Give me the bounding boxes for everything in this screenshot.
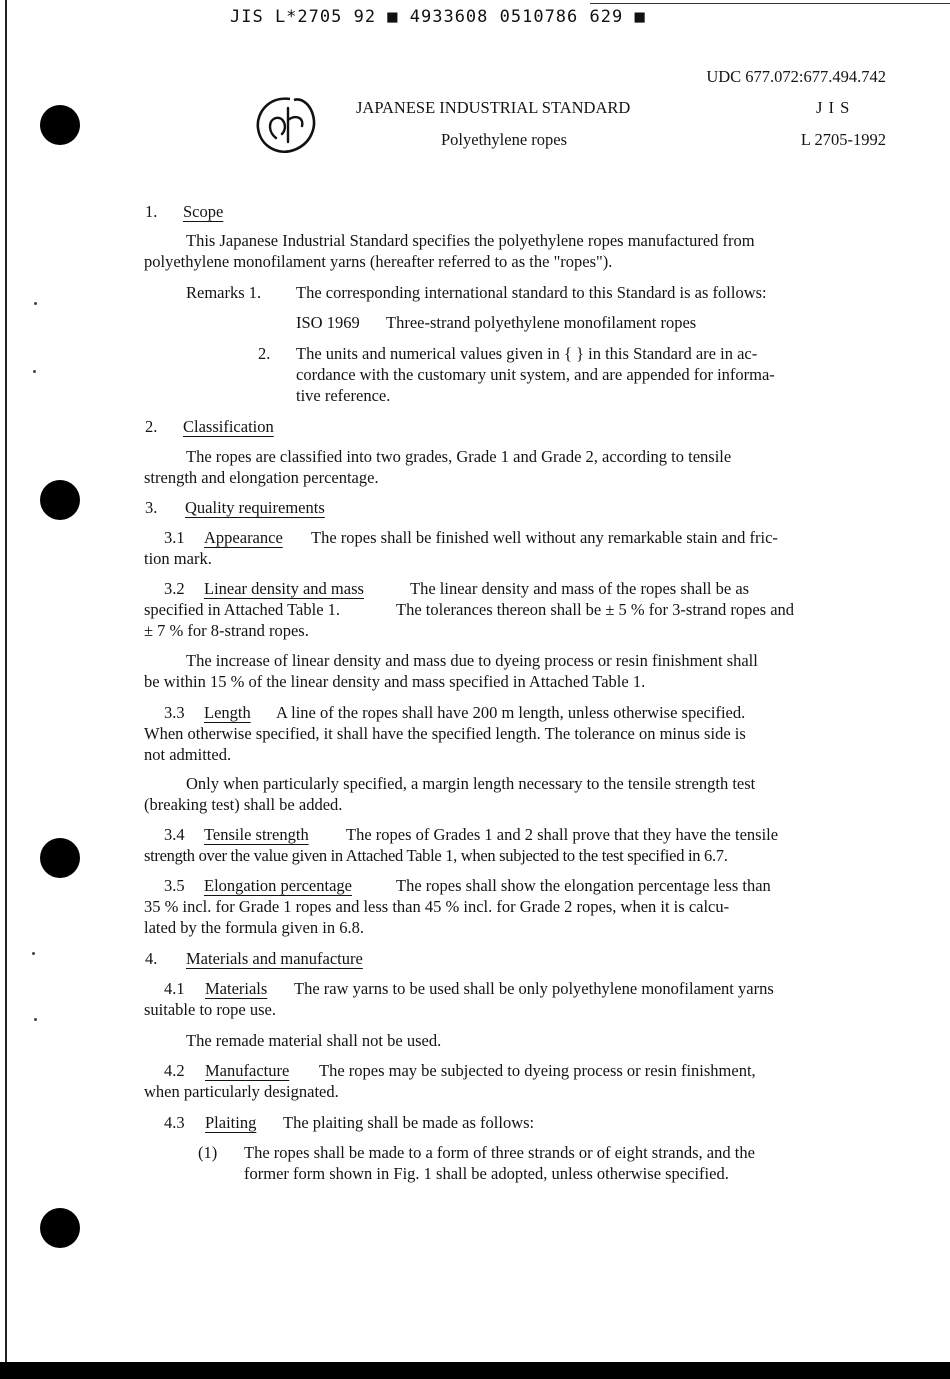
remark-text: cordance with the customary unit system, and are appended for informa- [296, 365, 775, 384]
body-text: The ropes shall show the elongation percentage less than [396, 876, 771, 895]
document-subtitle: Polyethylene ropes [441, 130, 568, 149]
remarks-label: Remarks 1. [186, 283, 262, 302]
body-text: not admitted. [144, 745, 232, 764]
clause-number: 3.4 [164, 825, 185, 844]
body-text: specified in Attached Table 1. [144, 600, 341, 619]
body-text: The increase of linear density and mass due to dyeing process or resin finishment shall [186, 651, 758, 670]
scan-speck [34, 1018, 37, 1021]
page-left-border [5, 0, 7, 1362]
punch-hole [40, 105, 80, 145]
body-text: be within 15 % of the linear density and mass specified in Attached Table 1. [144, 672, 646, 691]
clause-heading: Materials [205, 979, 268, 998]
body-text: when particularly designated. [144, 1082, 339, 1101]
section-heading-classification: Classification [183, 417, 274, 436]
body-text: The ropes shall be finished well without any remarkable stain and fric- [311, 528, 778, 547]
scan-speck [32, 952, 35, 955]
section-number: 1. [145, 202, 158, 221]
body-text: When otherwise specified, it shall have the specified length. The tolerance on minus side is [144, 724, 746, 743]
body-text: suitable to rope use. [144, 1000, 276, 1019]
body-text: The tolerances thereon shall be ± 5 % for 3-strand ropes and [396, 600, 795, 619]
body-text: The plaiting shall be made as follows: [283, 1113, 535, 1132]
clause-heading: Tensile strength [204, 825, 309, 844]
section-number: 4. [145, 949, 158, 968]
body-text: strength over the value given in Attached Table 1, when subjected to the test specified in 6.7. [144, 846, 728, 865]
punch-hole [40, 838, 80, 878]
body-text: The ropes are classified into two grades, Grade 1 and Grade 2, according to tensile [186, 447, 732, 466]
body-text: The remade material shall not be used. [186, 1031, 442, 1050]
clause-number: 3.3 [164, 703, 185, 722]
list-item-text: former form shown in Fig. 1 shall be adopted, unless otherwise specified. [244, 1164, 729, 1183]
section-heading-quality: Quality requirements [185, 498, 325, 517]
body-text: ± 7 % for 8-strand ropes. [144, 621, 309, 640]
punch-hole [40, 1208, 80, 1248]
section-heading-materials: Materials and manufacture [186, 949, 363, 968]
clause-heading: Length [204, 703, 251, 722]
body-text: This Japanese Industrial Standard specifies the polyethylene ropes manufactured from [186, 231, 755, 250]
page-bottom-border [0, 1362, 950, 1379]
jis-label: J I S [816, 98, 851, 117]
clause-heading: Manufacture [205, 1061, 290, 1080]
scan-speck [33, 370, 36, 373]
body-text: polyethylene monofilament yarns (hereafter referred to as the "ropes"). [144, 252, 613, 271]
jis-mark-icon [252, 90, 322, 160]
list-item-number: (1) [198, 1143, 218, 1162]
remark-text: The corresponding international standard to this Standard is as follows: [296, 283, 767, 302]
iso-number: ISO 1969 [296, 313, 360, 332]
clause-heading: Linear density and mass [204, 579, 364, 598]
remark-text: The units and numerical values given in { } in this Standard are in ac- [296, 344, 758, 363]
body-text: The linear density and mass of the ropes shall be as [410, 579, 750, 598]
clause-heading: Elongation percentage [204, 876, 352, 895]
page-top-rule [590, 3, 950, 4]
list-item-text: The ropes shall be made to a form of three strands or of eight strands, and the [244, 1143, 755, 1162]
clause-heading: Plaiting [205, 1113, 257, 1132]
body-text: The raw yarns to be used shall be only polyethylene monofilament yarns [294, 979, 774, 998]
body-text: The ropes may be subjected to dyeing process or resin finishment, [319, 1061, 756, 1080]
section-number: 2. [145, 417, 158, 436]
clause-heading: Appearance [204, 528, 283, 547]
remark-text: tive reference. [296, 386, 391, 405]
document-title: JAPANESE INDUSTRIAL STANDARD [356, 98, 631, 117]
clause-number: 3.5 [164, 876, 185, 895]
remark-number: 2. [258, 344, 271, 363]
barcode-line: JIS L*2705 92 ■ 4933608 0510786 629 ■ [230, 7, 646, 27]
scan-speck [34, 302, 37, 305]
body-text: (breaking test) shall be added. [144, 795, 343, 814]
standard-number: L 2705-1992 [800, 130, 886, 149]
section-heading-scope: Scope [183, 202, 224, 221]
body-text: The ropes of Grades 1 and 2 shall prove that they have the tensile [346, 825, 779, 844]
section-number: 3. [145, 498, 158, 517]
udc-code: UDC 677.072:677.494.742 [706, 67, 886, 86]
clause-number: 3.1 [164, 528, 185, 547]
iso-title: Three-strand polyethylene monofilament ropes [386, 313, 697, 332]
clause-number: 4.2 [164, 1061, 185, 1080]
clause-number: 4.1 [164, 979, 185, 998]
body-text: Only when particularly specified, a margin length necessary to the tensile strength test [186, 774, 756, 793]
body-text: strength and elongation percentage. [144, 468, 379, 487]
clause-number: 4.3 [164, 1113, 185, 1132]
body-text: lated by the formula given in 6.8. [144, 918, 364, 937]
punch-hole [40, 480, 80, 520]
body-text: tion mark. [144, 549, 212, 568]
clause-number: 3.2 [164, 579, 185, 598]
body-text: A line of the ropes shall have 200 m length, unless otherwise specified. [276, 703, 746, 722]
body-text: 35 % incl. for Grade 1 ropes and less than 45 % incl. for Grade 2 ropes, when it is calcu- [144, 897, 730, 916]
